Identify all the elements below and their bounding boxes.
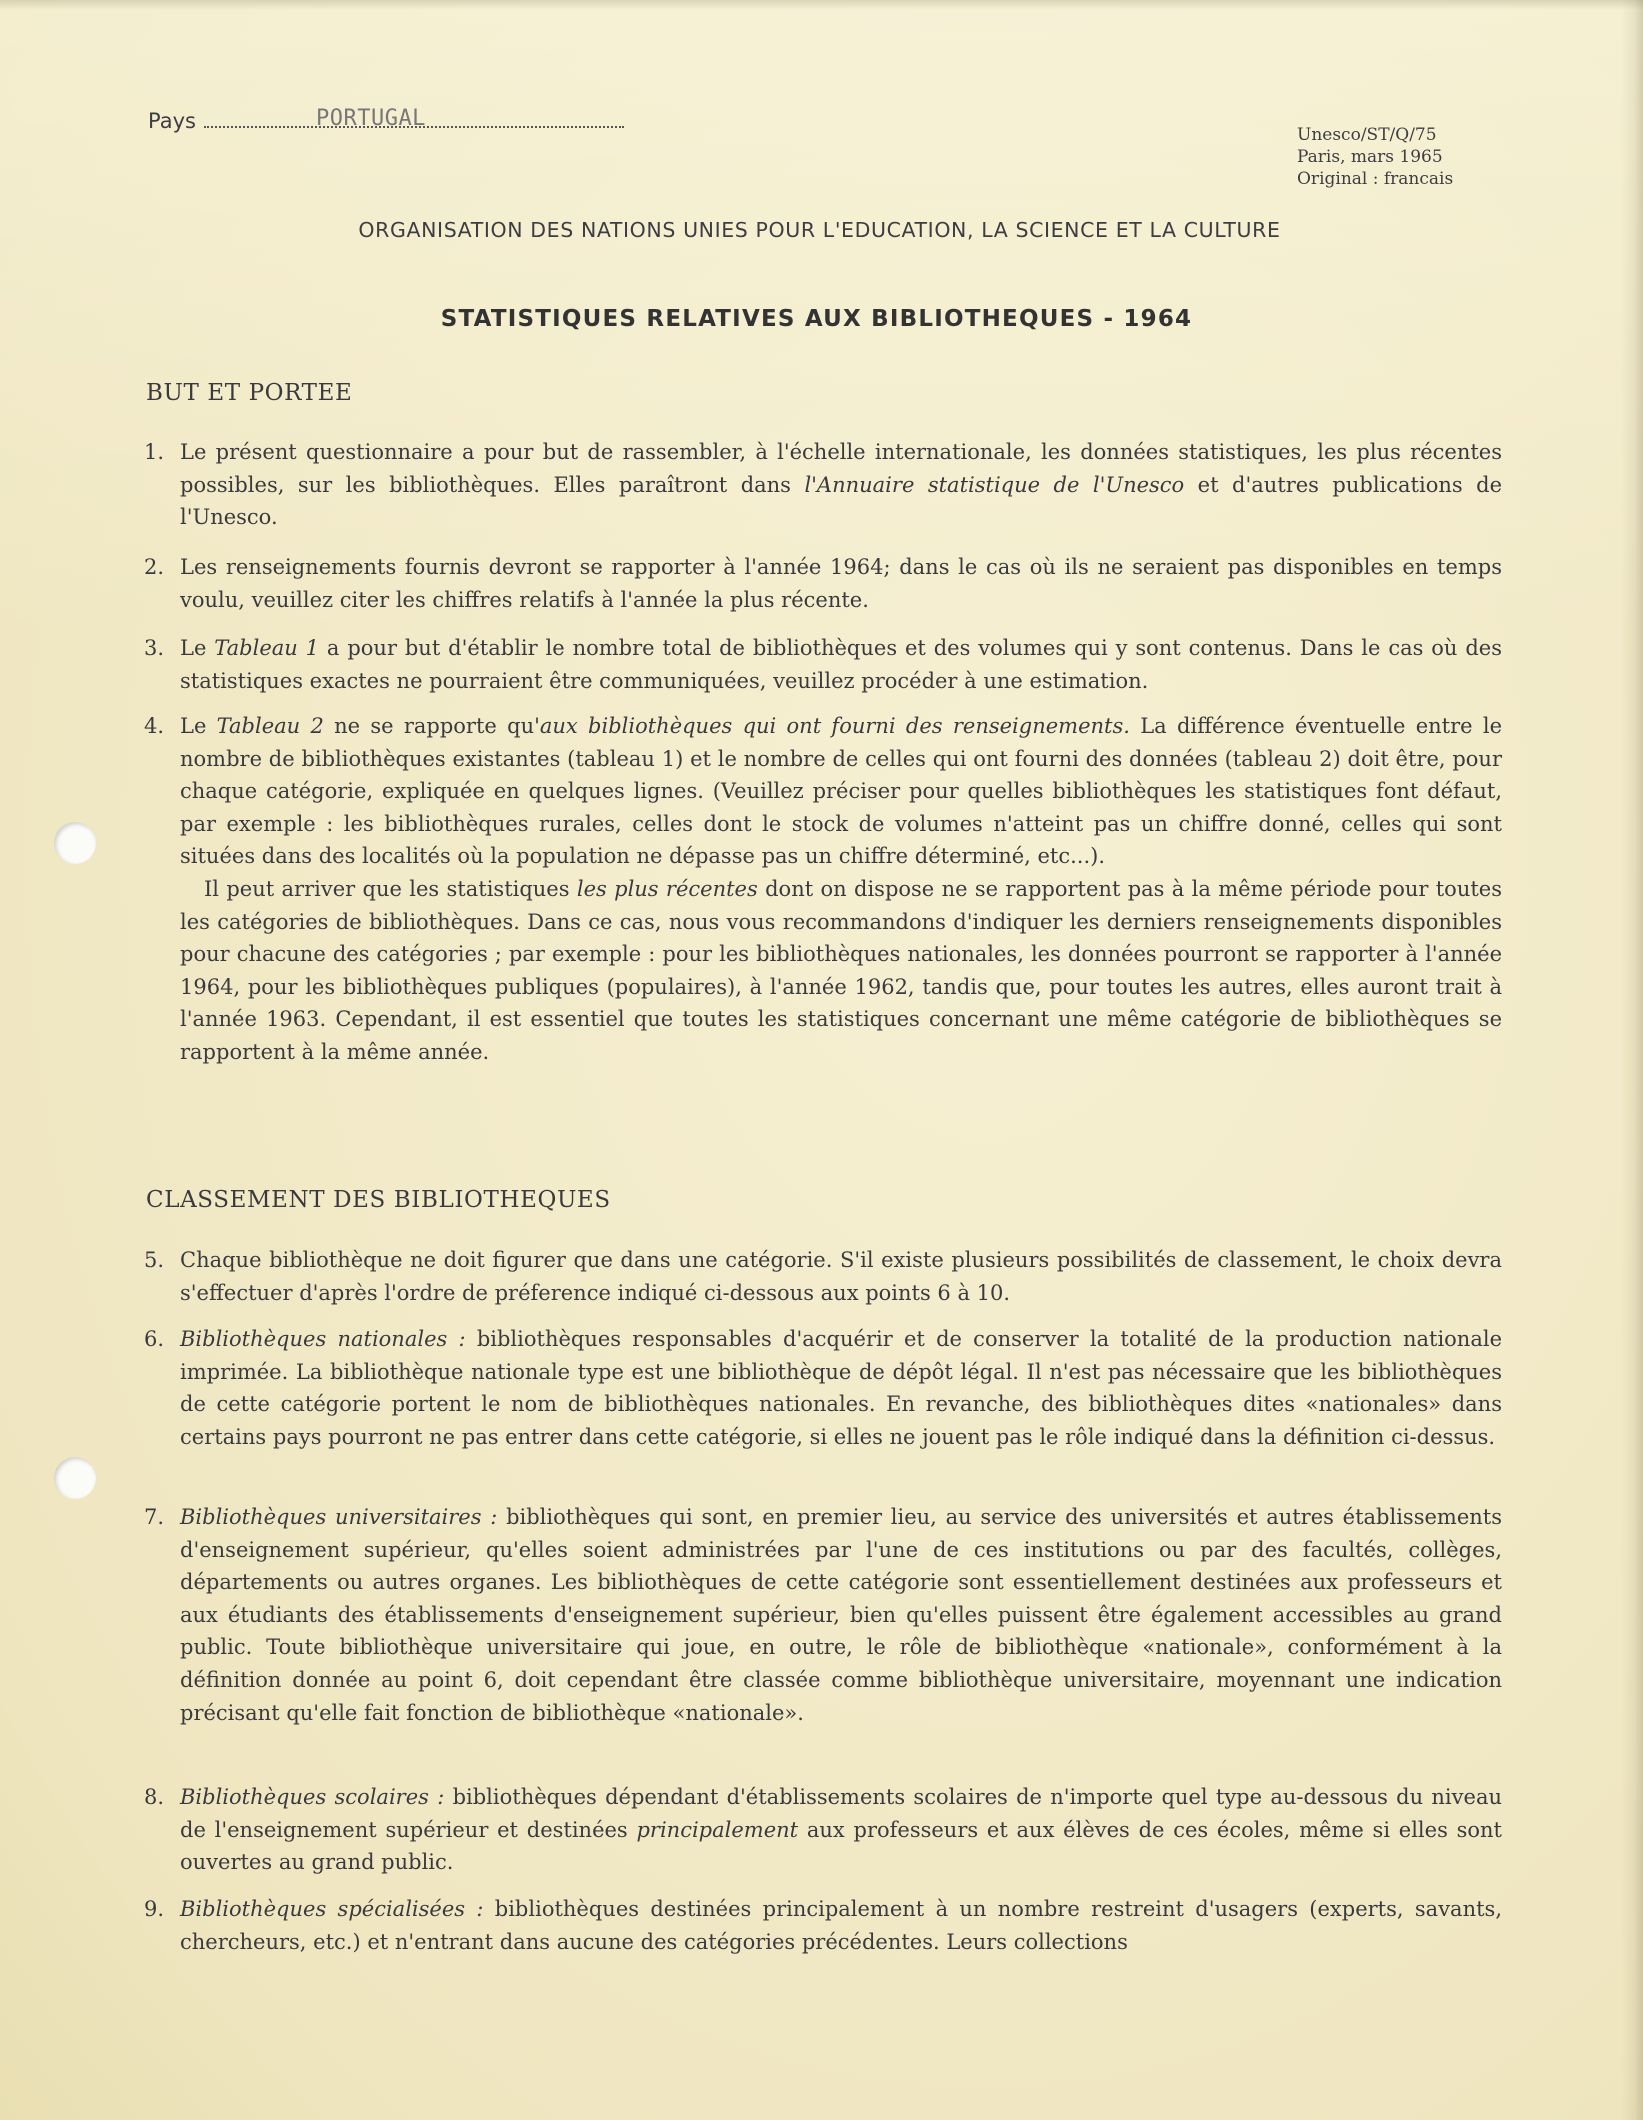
country-field (148, 108, 624, 133)
paragraph-number: 2. (144, 555, 165, 579)
paragraph-number: 9. (144, 1897, 165, 1921)
country-value: PORTUGAL (315, 106, 426, 131)
paragraph-4 (144, 710, 1503, 1069)
country-dotted-line (204, 106, 624, 131)
paragraph-number: 5. (144, 1248, 165, 1272)
reference-code: Unesco/ST/Q/75 (1297, 125, 1437, 145)
paragraph-9 (144, 1893, 1502, 1958)
section-heading-classement: CLASSEMENT DES BIBLIOTHEQUES (146, 1187, 611, 1213)
place-date: Paris, mars 1965 (1297, 147, 1443, 167)
paragraph-italic: Bibliothèques nationales : (180, 1327, 466, 1351)
paragraph-text: bibliothèques dépendant d'établissements scolaires de n'importe quel type au-dessous du niveau de l'enseignement supérieur et destinées (180, 1785, 1502, 1842)
document-title-text: STATISTIQUES RELATIVES AUX BIBLIOTHEQUES - 1964 (440, 306, 1193, 332)
paragraph-text: Chaque bibliothèque ne doit figurer que dans une catégorie. S'il existe plusieurs possibilités de classement, le choix devra s'effectuer d'après l'ordre de préference indiqué ci-dessous aux points 6 à 10. (180, 1248, 1502, 1305)
paragraph-italic: aux bibliothèques qui ont fourni des renseignements. (539, 714, 1130, 738)
original-language: Original : francais (1297, 169, 1454, 189)
paragraph-text: et d'autres publications de l'Unesco. (180, 472, 1502, 530)
paragraph-8 (144, 1781, 1502, 1879)
paragraph-1 (144, 436, 1502, 534)
paper-edge-top (0, 0, 1643, 10)
paragraph-text: Le (180, 636, 215, 660)
paragraph-5 (144, 1244, 1502, 1309)
paragraph-number: 8. (144, 1785, 165, 1809)
paragraph-italic: principalement (636, 1817, 799, 1842)
paragraph-italic: Tableau 2 (216, 714, 324, 738)
organisation-name (0, 218, 1643, 242)
paragraph-number: 7. (144, 1505, 165, 1529)
paragraph-6 (144, 1323, 1502, 1453)
punch-hole-icon (54, 1457, 96, 1499)
paragraph-italic: Tableau 1 (214, 636, 320, 660)
paragraph-italic: l'Annuaire statistique de l'Unesco (804, 472, 1185, 497)
paragraph-4-part-1 (144, 710, 1503, 873)
paragraph-2 (144, 551, 1502, 616)
paragraph-italic: les plus récentes (576, 876, 758, 901)
paragraph-4-part-2 (180, 873, 1502, 1069)
paragraph-text: bibliothèques destinées principalement à un nombre restreint d'usagers (experts, savants, chercheurs, etc.) et n'entrant dans aucune des catégories précédentes. Leurs collections (180, 1897, 1502, 1954)
paragraph-text: bibliothèques responsables d'acquérir et de conserver la totalité de la production nationale imprimée. La bibliothèque nationale type est une bibliothèque de dépôt légal. Il n'est pas nécessaire que les bibliothèques de cette catégorie portent le nom de bibliothèques nationales. En revanche, des bibliothèques dites «nationales» dans certains pays pourront ne pas entrer dans cette catégorie, si elles ne jouent pas le rôle indiqué dans la définition ci-dessus. (180, 1327, 1502, 1449)
paragraph-text: Le (180, 714, 217, 738)
paragraph-text: ne se rapporte qu' (323, 714, 540, 738)
paragraph-number: 1. (144, 440, 165, 464)
organisation-text: ORGANISATION DES NATIONS UNIES POUR L'EDUCATION, LA SCIENCE ET LA CULTURE (358, 218, 1281, 242)
paragraph-7 (144, 1501, 1502, 1729)
paragraph-text: bibliothèques qui sont, en premier lieu, au service des universités et autres établissements d'enseignement supérieur, qu'elles soient administrées par l'une de ces institutions ou par des facultés, collèges, départements ou autres organes. Les bibliothèques de cette catégorie sont essentiellement destinées aux professeurs et aux étudiants des établissements d'enseignement supérieur, bien qu'elles puissent être également accessibles au grand public. Toute bibliothèque universitaire qui joue, en outre, le rôle de bibliothèque «nationale», conformément à la définition donnée au point 6, doit cependant être classée comme bibliothèque universitaire, moyennant une indication précisant qu'elle fait fonction de bibliothèque «nationale». (180, 1505, 1502, 1725)
paragraph-number: 6. (144, 1327, 165, 1351)
paragraph-italic: Bibliothèques scolaires : (180, 1785, 445, 1809)
country-label: Pays (148, 109, 196, 133)
paragraph-number: 3. (144, 636, 165, 660)
punch-hole-icon (54, 822, 96, 864)
paragraph-text: Le présent questionnaire a pour but de rassembler, à l'échelle internationale, les données statistiques, les plus récentes possibles, sur les bibliothèques. Elles paraîtront dans (180, 440, 1502, 497)
paragraph-text: La différence éventuelle entre le nombre de bibliothèques existantes (tableau 1) et le nombre de celles qui ont fourni des données (tableau 2) doit être, pour chaque catégorie, expliquée en quelques lignes. (Veuillez préciser pour quelles bibliothèques les statistiques font défaut, par exemple : les bibliothèques rurales, celles dont le stock de volumes n'atteint pas un chiffre donné, celles qui sont situées dans des localités où la population ne dépasse pas un chiffre déterminé, etc...). (180, 714, 1503, 869)
paragraph-text: a pour but d'établir le nombre total de bibliothèques et des volumes qui y sont contenus. Dans le cas où des statistiques exactes ne pourraient être communiquées, veuillez procéder à une estimation. (180, 636, 1502, 693)
document-reference-block (1297, 124, 1453, 190)
paragraph-text: dont on dispose ne se rapportent pas à la même période pour toutes les catégories de bibliothèques. Dans ce cas, nous vous recommandons d'indiquer les derniers renseignements disponibles pour chacune des catégories ; par exemple : pour les bibliothèques nationales, les données pourront se rapporter à l'année 1964, pour les bibliothèques publiques (populaires), à l'année 1962, tandis que, pour toutes les autres, elles auront trait à l'année 1963. Cependant, il est essentiel que toutes les statistiques concernant une même catégorie de bibliothèques se rapportent à la même année. (180, 876, 1502, 1064)
paragraph-text: aux professeurs et aux élèves de ces écoles, même si elles sont ouvertes au grand public. (180, 1817, 1502, 1875)
paragraph-text: Les renseignements fournis devront se rapporter à l'année 1964; dans le cas où ils ne seraient pas disponibles en temps voulu, veuillez citer les chiffres relatifs à l'année la plus récente. (180, 555, 1502, 612)
section-heading-but: BUT ET PORTEE (146, 380, 353, 406)
document-title (0, 306, 1643, 332)
paragraph-number: 4. (144, 714, 165, 738)
paragraph-italic: Bibliothèques universitaires : (180, 1505, 498, 1529)
paragraph-text: Il peut arriver que les statistiques (204, 876, 577, 901)
paragraph-italic: Bibliothèques spécialisées : (180, 1897, 484, 1921)
paragraph-3 (144, 632, 1502, 697)
